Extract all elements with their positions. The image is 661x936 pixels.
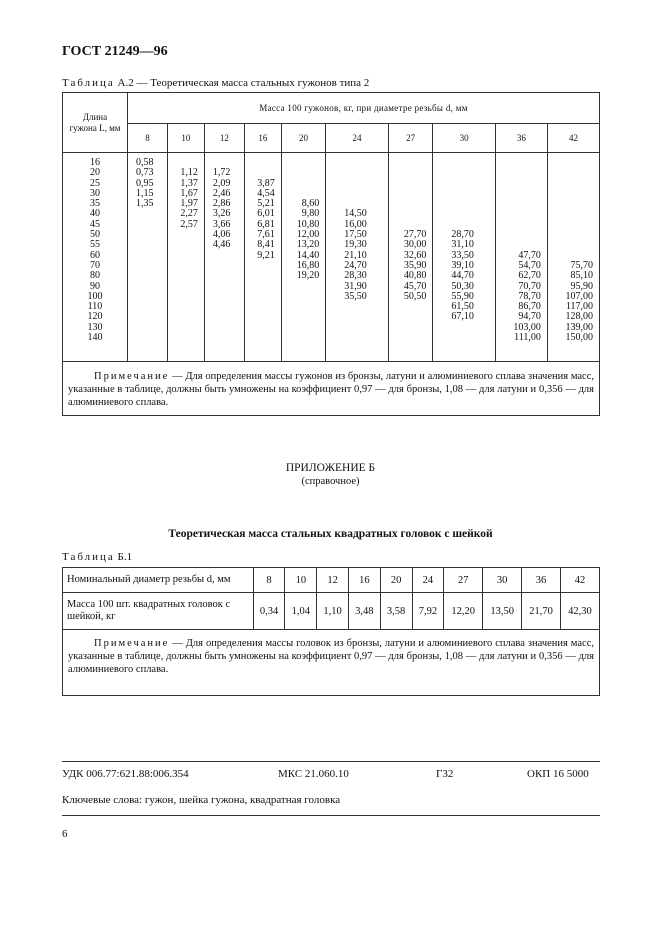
mass-value: 4,46 [212,239,231,251]
mass-value: 13,20 [296,239,320,251]
mass-value [389,199,432,209]
mass-value [389,179,432,189]
table-b1-mass: 7,92 [412,593,444,630]
mass-value [548,158,599,168]
mass-value: 4,06 [212,229,231,241]
table-b1-mass: 12,20 [444,593,483,630]
mass-value: 50,30 [451,280,474,292]
footer-rule [62,761,600,762]
length-value: 60 [90,249,100,261]
length-value: 30 [90,187,100,199]
mass-value: 139,00 [565,321,593,333]
length-value: 20 [90,167,100,179]
mass-value: 6,81 [257,218,275,230]
table-b1-row1-label: Номинальный диаметр резьбы d, мм [63,568,254,593]
mass-value [433,168,495,178]
okp-code: ОКП 16 5000 [527,768,589,780]
mass-value: 47,70 [518,249,541,261]
mass-value [326,168,388,178]
table-b1 [62,567,600,696]
diameter-header: 24 [326,124,389,153]
mass-value: 86,70 [518,301,541,313]
mass-value [548,230,599,240]
mass-value [548,240,599,250]
mass-value: 16,00 [344,218,367,230]
mass-value: 31,90 [344,280,367,292]
mass-value [389,209,432,219]
mass-value: 62,70 [518,270,541,282]
table-b1-mass: 1,10 [317,593,349,630]
table-b1-mass: 3,48 [348,593,380,630]
diameter-header: 8 [128,124,168,153]
mass-value: 19,30 [344,239,367,251]
table-b1-diameter: 10 [285,568,317,593]
mass-value: 2,09 [212,177,231,189]
mass-column-d20 [281,153,325,362]
mass-value [548,209,599,219]
mass-value: 2,86 [212,198,231,210]
mass-value: 54,70 [518,259,541,271]
mass-value [282,158,325,168]
mass-value: 27,70 [403,229,427,241]
mass-value [496,199,547,209]
diameter-header: 42 [547,124,599,153]
mass-value: 128,00 [565,311,593,323]
mass-value: 1,12 [180,167,198,179]
keywords: Ключевые слова: гужон, шейка гужона, квадратная головка [62,794,341,806]
udc-code: УДК 006.77:621.88:006.354 [62,768,189,780]
table-b1-mass-row [63,593,600,630]
diameter-header: 30 [433,124,496,153]
appendix-subtitle: (справочное) [301,476,360,487]
mass-value: 2,57 [180,218,198,230]
mass-column-d12 [204,153,244,362]
length-value: 25 [90,177,100,189]
length-header-line1: Длина [82,111,108,122]
length-value: 55 [90,239,100,251]
mass-column-d36 [495,153,547,362]
mass-value [326,179,388,189]
mass-value: 55,90 [451,290,474,302]
length-value: 130 [87,321,103,333]
mass-value [282,179,325,189]
mass-value: 32,60 [403,249,427,261]
mass-value: 70,70 [518,280,541,292]
mass-value [433,199,495,209]
note-text: — Для определения массы гужонов из бронзы, латуни и алюминиевого сплава значения масс, указанные в таблице, должны быть умножены на коэффициент 0,97 — для бронзы, 1,08 — для латуни и 0,356 — для алюминиевого сплава. [68,371,594,408]
mass-value: 1,72 [212,167,231,179]
mass-value: 33,50 [451,249,474,261]
mass-value: 1,97 [180,198,198,210]
mass-value: 78,70 [518,290,541,302]
mass-value: 9,21 [257,249,275,261]
section-title: Теоретическая масса стальных квадратных головок с шейкой [168,528,493,540]
mass-value: 10,80 [296,218,320,230]
table-b1-diameter: 20 [380,568,412,593]
mass-value: 6,01 [257,208,275,220]
mass-value [496,230,547,240]
mass-value: 17,50 [344,229,367,241]
mass-value: 95,90 [570,280,593,292]
mass-value [496,220,547,230]
table-b1-mass: 21,70 [522,593,561,630]
diameter-header: 36 [495,124,547,153]
mass-value: 3,66 [212,218,231,230]
table-b1-mass: 13,50 [483,593,522,630]
mass-value: 2,46 [212,187,231,199]
mass-value [433,158,495,168]
table-b1-diameter: 27 [444,568,483,593]
table-a2 [62,92,600,416]
document-code: ГОСТ 21249—96 [62,44,168,59]
note-label: Примечание [94,638,170,649]
length-value: 50 [90,229,100,241]
diameter-header: 20 [281,124,325,153]
mass-value: 0,95 [136,177,154,189]
mass-value: 1,67 [180,187,198,199]
table-a2-caption-text: А.2 — Теоретическая масса стальных гужонов типа 2 [114,77,370,89]
mass-value [389,168,432,178]
mass-value [245,158,281,168]
mass-value: 111,00 [514,332,541,344]
mass-value: 21,10 [344,249,367,261]
length-value: 45 [90,218,100,230]
mass-column-d10 [167,153,204,362]
mass-column-d8 [128,153,168,362]
mass-value [496,168,547,178]
length-header-line2: гужона L, мм [69,122,121,133]
mass-column-d27 [388,153,432,362]
mass-value [326,158,388,168]
mass-value [496,158,547,168]
mass-column-d16 [244,153,281,362]
mass-value: 14,40 [296,249,320,261]
table-a2-caption-prefix: Таблица [62,77,115,89]
mass-value: 117,00 [565,301,593,313]
mass-value: 44,70 [451,270,474,282]
length-value: 120 [87,311,103,323]
note-label: Примечание [94,371,170,382]
mass-value: 107,00 [565,290,593,302]
length-column-header [63,93,128,153]
page-number: 6 [62,828,68,840]
mass-value: 2,27 [180,208,198,220]
mass-value [389,158,432,168]
table-b1-diameter-row [63,568,600,593]
mass-value [548,220,599,230]
mass-value [548,189,599,199]
table-b1-diameter: 24 [412,568,444,593]
footer-rule-bottom [62,815,600,816]
length-values-column [63,153,128,362]
mass-value: 67,10 [451,311,474,323]
mass-header: Масса 100 гужонов, кг, при диаметре резьбы d, мм [128,93,600,124]
table-b1-mass: 42,30 [560,593,599,630]
data-row [63,153,600,362]
diameter-header-row [63,124,600,153]
mass-value [548,168,599,178]
length-value: 80 [90,270,100,282]
diameter-header: 10 [167,124,204,153]
mass-value: 28,30 [344,270,367,282]
mass-value: 94,70 [518,311,541,323]
table-b1-diameter: 8 [253,568,285,593]
mass-value: 103,00 [513,321,541,333]
mass-value [433,179,495,189]
length-value: 90 [90,280,100,292]
mass-value [433,189,495,199]
table-b1-diameter: 30 [483,568,522,593]
mass-value: 1,15 [136,187,154,199]
mass-value: 5,21 [257,198,275,210]
mass-value: 24,70 [344,259,367,271]
length-value: 140 [87,332,103,344]
mass-value: 3,87 [257,177,275,189]
length-value: 110 [87,301,103,313]
mass-value: 39,10 [451,259,474,271]
mass-value: 35,90 [403,259,427,271]
table-b1-note [63,630,600,696]
mass-value [548,199,599,209]
table-b1-caption-prefix: Таблица [62,551,115,563]
table-a2-note [63,362,600,416]
mass-value: 9,80 [301,208,320,220]
mass-value [433,209,495,219]
table-b1-mass: 0,34 [253,593,285,630]
table-b1-diameter: 36 [522,568,561,593]
mass-value: 45,70 [403,280,427,292]
table-b1-row2-label: Масса 100 шт. квадратных головок с шейкой, кг [63,593,254,630]
mass-column-d30 [433,153,496,362]
table-b1-diameter: 42 [560,568,599,593]
length-value: 16 [90,157,100,168]
mass-column-d42 [547,153,599,362]
mass-value: 35,50 [344,290,367,302]
mass-value: 8,60 [301,198,320,210]
mass-value: 50,50 [403,290,427,302]
mass-value [496,179,547,189]
mass-value: 14,50 [344,208,367,220]
table-b1-caption [62,551,132,563]
mass-value: 4,54 [257,187,275,199]
mass-value: 150,00 [565,332,593,344]
mass-value: 7,61 [257,229,275,241]
length-value: 70 [90,259,100,271]
mass-value: 40,80 [403,270,427,282]
mass-column-d24 [326,153,389,362]
mass-value [389,189,432,199]
mass-value: 8,41 [257,239,275,251]
note-text: — Для определения массы головок из бронзы, латуни и алюминиевого сплава значения масс, указанные в таблице, должны быть умножены на коэффициент 0,97 — для бронзы, 1,08 — для латуни и 0,356 — для алюминиевого сплава. [68,638,594,675]
table-b1-mass: 3,58 [380,593,412,630]
appendix-title: ПРИЛОЖЕНИЕ Б [285,462,376,474]
table-b1-mass: 1,04 [285,593,317,630]
diameter-header: 16 [244,124,281,153]
mass-value: 75,70 [570,259,593,271]
diameter-header: 27 [388,124,432,153]
mass-value: 0,73 [136,167,154,179]
group-code: Г32 [436,768,454,780]
table-b1-diameter: 12 [317,568,349,593]
mass-value: 0,58 [136,157,154,168]
diameter-header: 12 [204,124,244,153]
length-value: 100 [87,290,103,302]
mass-value [496,209,547,219]
length-value: 40 [90,208,100,220]
mass-value [282,168,325,178]
mass-value: 16,80 [296,259,320,271]
table-b1-diameter: 16 [348,568,380,593]
mass-value: 1,37 [180,177,198,189]
mks-code: МКС 21.060.10 [278,768,349,780]
mass-value: 61,50 [451,301,474,313]
table-b1-caption-text: Б.1 [114,551,133,563]
mass-value: 3,26 [212,208,231,220]
mass-value: 31,10 [451,239,474,251]
mass-value [548,179,599,189]
mass-value: 12,00 [296,229,320,241]
mass-value: 19,20 [296,270,320,282]
mass-value: 28,70 [451,229,474,241]
length-value: 35 [90,198,100,210]
mass-value: 30,00 [403,239,427,251]
mass-value: 85,10 [570,270,593,282]
table-a2-caption [62,77,369,89]
mass-value: 1,35 [136,198,154,210]
mass-value [326,189,388,199]
mass-value [496,189,547,199]
